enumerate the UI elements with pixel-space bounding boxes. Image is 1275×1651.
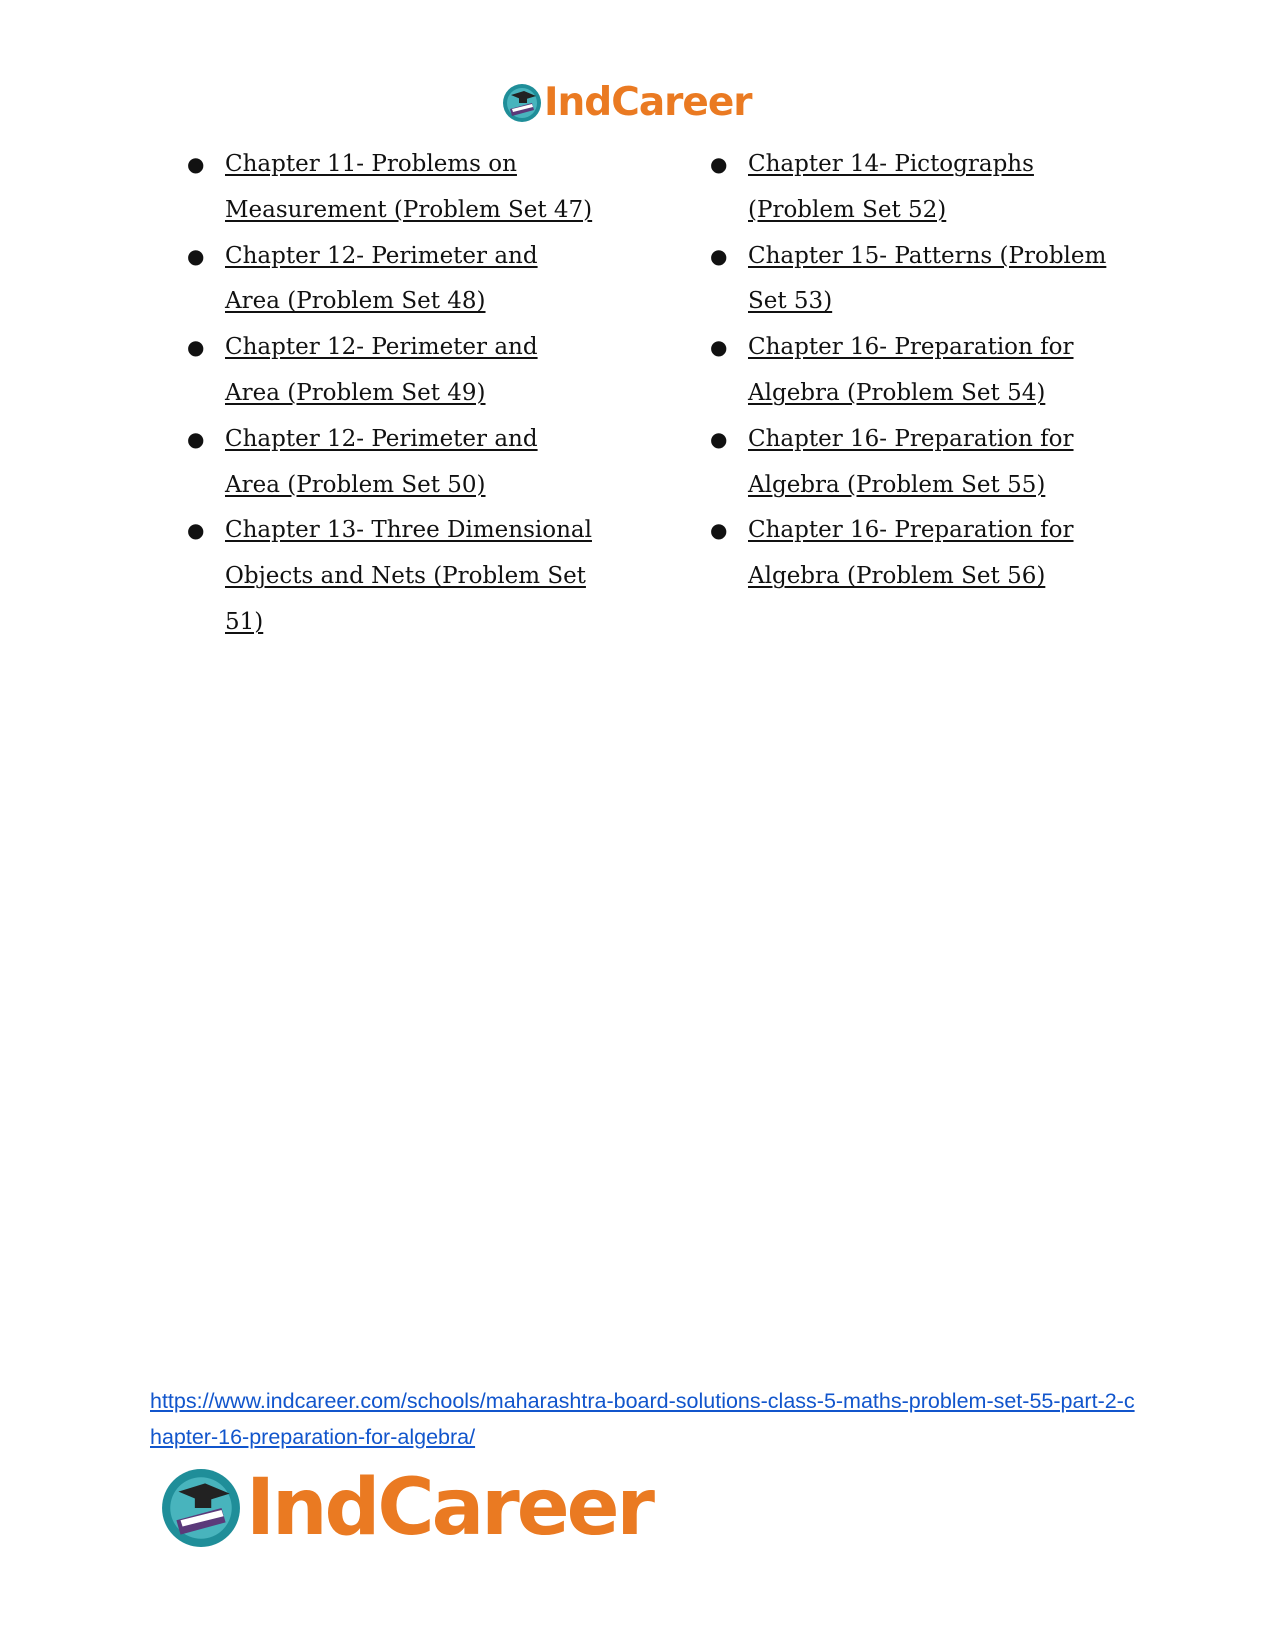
chapter-link[interactable]: Chapter 16- Preparation for Algebra (Problem Set 55): [748, 425, 1074, 498]
chapter-list-left: [185, 142, 595, 646]
graduation-book-icon: [502, 83, 542, 123]
bullet-icon: ●: [710, 426, 728, 451]
list-item: [185, 417, 595, 509]
chapter-link[interactable]: Chapter 12- Perimeter and Area (Problem Set 49): [225, 334, 538, 406]
list-item: [708, 417, 1118, 509]
bullet-icon: ●: [710, 335, 728, 360]
bullet-icon: ●: [710, 243, 728, 268]
footer-logo: [160, 1465, 652, 1551]
chapter-link[interactable]: Chapter 15- Patterns (Problem Set 53): [748, 242, 1107, 315]
chapter-link[interactable]: Chapter 12- Perimeter and Area (Problem Set 50): [225, 425, 538, 498]
chapter-link[interactable]: Chapter 14- Pictographs (Problem Set 52): [748, 151, 1034, 223]
list-item: [708, 142, 1118, 234]
bullet-icon: ●: [710, 518, 728, 543]
logo-text: IndCareer: [246, 1463, 652, 1553]
list-item: [708, 508, 1118, 600]
chapter-link[interactable]: Chapter 16- Preparation for Algebra (Problem Set 56): [748, 517, 1074, 590]
chapter-link[interactable]: Chapter 16- Preparation for Algebra (Problem Set 54): [748, 334, 1074, 406]
bullet-icon: ●: [710, 152, 728, 176]
list-item: [185, 142, 595, 234]
bullet-icon: ●: [187, 518, 205, 543]
bullet-icon: ●: [187, 152, 205, 176]
list-item: [185, 508, 595, 645]
chapter-list-right: [708, 142, 1118, 600]
chapter-link[interactable]: Chapter 12- Perimeter and Area (Problem Set 48): [225, 242, 538, 315]
header-logo: [502, 80, 752, 126]
bullet-icon: ●: [187, 335, 205, 360]
bullet-icon: ●: [187, 243, 205, 268]
bullet-icon: ●: [187, 426, 205, 451]
chapter-link[interactable]: Chapter 11- Problems on Measurement (Problem Set 47): [225, 151, 593, 223]
graduation-book-icon: [160, 1467, 242, 1549]
list-item: [708, 325, 1118, 417]
logo-text: IndCareer: [544, 80, 752, 125]
source-url-link[interactable]: https://www.indcareer.com/schools/maharashtra-board-solutions-class-5-maths-problem-set-55-part-2-chapter-16-preparation-for-algebra/: [150, 1389, 1135, 1449]
list-item: [185, 234, 595, 326]
chapter-link[interactable]: Chapter 13- Three Dimensional Objects and Nets (Problem Set 51): [225, 517, 592, 635]
list-item: [708, 234, 1118, 326]
list-item: [185, 325, 595, 417]
